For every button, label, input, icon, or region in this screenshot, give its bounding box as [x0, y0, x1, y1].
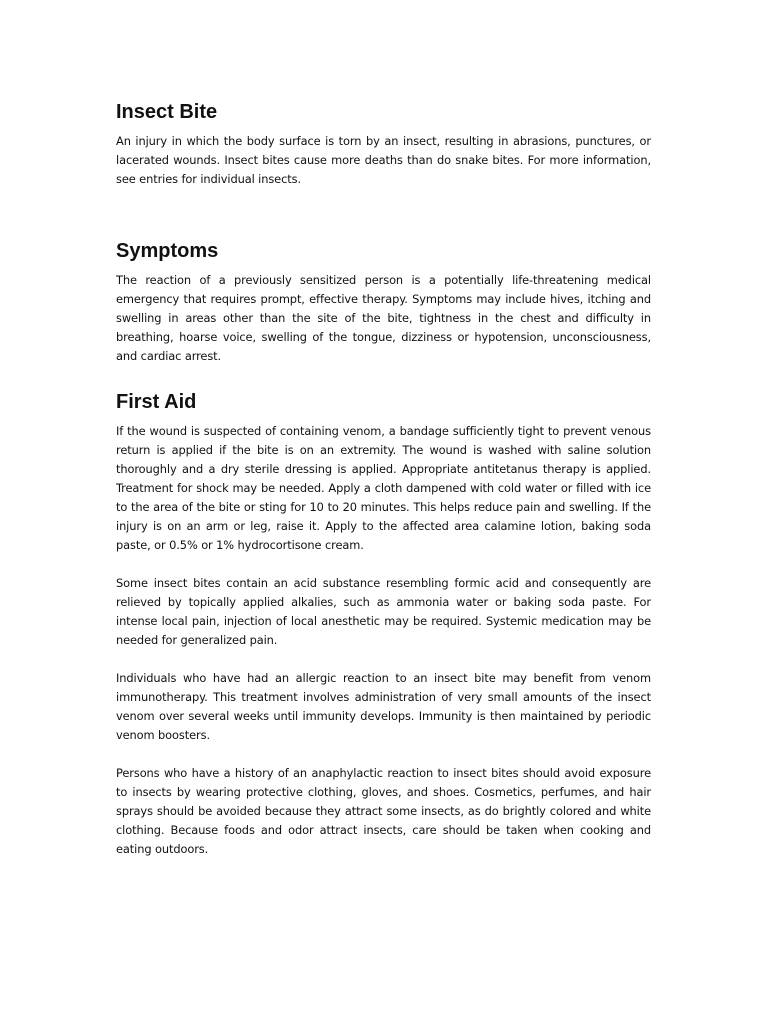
paragraph-spacer: [116, 650, 651, 669]
insect-bite-paragraph: An injury in which the body surface is torn by an insect, resulting in abrasions, punctures, or lacerated wounds. Insect bites cause more deaths than do snake bites. For more information, see entries for individual insects.: [116, 134, 651, 186]
symptoms-paragraph: The reaction of a previously sensitized person is a potentially life-threatening medical emergency that requires prompt, effective therapy. Symptoms may include hives, itching and swelling in areas other than the site of the bite, tightness in the chest and difficulty in breathing, hoarse voice, swelling of the tongue, dizziness or hypotension, unconsciousness, and cardiac arrest.: [116, 273, 651, 363]
section-spacer: [116, 366, 651, 390]
paragraph-spacer: [116, 555, 651, 574]
section-heading-first-aid: First Aid: [116, 391, 197, 413]
first-aid-paragraph-3: Individuals who have had an allergic reaction to an insect bite may benefit from venom immunotherapy. This treatment involves administration of very small amounts of the insect venom over several weeks until immunity develops. Immunity is then maintained by periodic venom boosters.: [116, 671, 651, 742]
section-heading-insect-bite: Insect Bite: [116, 101, 218, 123]
first-aid-paragraph-2: Some insect bites contain an acid substance resembling formic acid and consequently are relieved by topically applied alkalies, such as ammonia water or baking soda paste. For intense local pain, injection of local anesthetic may be required. Systemic medication may be needed for generalized pain.: [116, 576, 651, 647]
paragraph-spacer: [116, 745, 651, 764]
document-page: [116, 100, 651, 859]
first-aid-paragraph-1: If the wound is suspected of containing venom, a bandage sufficiently tight to prevent venous return is applied if the bite is on an extremity. The wound is washed with saline solution thoroughly and a dry sterile dressing is applied. Appropriate antitetanus therapy is applied. Treatment for shock may be needed. Apply a cloth dampened with cold water or filled with ice to the area of the bite or sting for 10 to 20 minutes. This helps reduce pain and swelling. If the injury is on an arm or leg, raise it. Apply to the affected area calamine lotion, baking soda paste, or 0.5% or 1% hydrocortisone cream.: [116, 424, 651, 552]
first-aid-paragraph-4: Persons who have a history of an anaphylactic reaction to insect bites should avoid exposure to insects by wearing protective clothing, gloves, and shoes. Cosmetics, perfumes, and hair sprays should be avoided because they attract some insects, as do brightly colored and white clothing. Because foods and odor attract insects, care should be taken when cooking and eating outdoors.: [116, 766, 651, 856]
section-heading-symptoms: Symptoms: [116, 240, 219, 262]
section-spacer: [116, 189, 651, 239]
